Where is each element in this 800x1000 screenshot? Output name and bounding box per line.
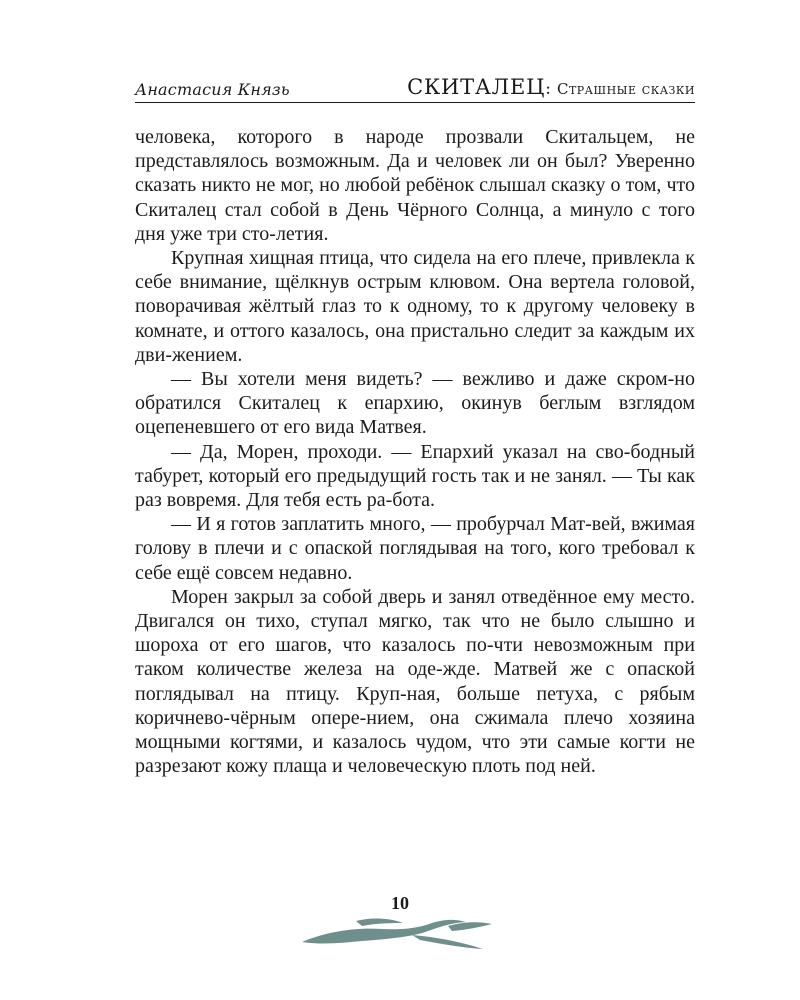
paragraph: Крупная хищная птица, что сидела на его плече, привлекла к себе внимание, щёлкнув острым клювом. Она вертела головой, поворачивая жёлтый глаз то к одному, то к другому человеку в комнате, и оттого казалось, она пристально следит за каждым их дви-жением.	[135, 247, 695, 366]
paragraph: — Да, Морен, проходи. — Епархий указал на сво-бодный табурет, который его предыдущий гость так и не занял. — Ты как раз вовремя. Для тебя есть ра-бота.	[135, 440, 695, 512]
paragraph: — И я готов заплатить много, — пробурчал Мат-вей, вжимая голову в плечи и с опаской поглядывая на того, кого требовал к себе ещё совсем недавно.	[135, 513, 695, 584]
brushstroke-ornament-icon	[300, 908, 500, 953]
header-author: Анастасия Князь	[135, 80, 290, 99]
paragraph: — Вы хотели меня видеть? — вежливо и даже скром-но обратился Скиталец к епархию, окинув беглым взглядом оцепеневшего от его вида Матвея.	[135, 368, 695, 439]
paragraph: человека, которого в народе прозвали Скитальцем, не представлялось возможным. Да и человек ли он был? Уверенно сказать никто не мог, но любой ребёнок слышал сказку о том, что Скиталец стал собой в День Чёрного Солнца, а минуло с того дня уже три сто-летия.	[135, 126, 695, 245]
header-title-main: СКИТАЛЕЦ	[407, 75, 546, 99]
running-header	[135, 76, 695, 103]
header-title-separator: :	[545, 79, 557, 99]
paragraph: Морен закрыл за собой дверь и занял отведённое ему место. Двигался он тихо, ступал мягко, так что не было слышно и шороха от его шагов, что казалось по-чти невозможным при таком количестве железа на оде-жде. Матвей же с опаской поглядывал на птицу. Круп-ная, больше петуха, с рябым коричнево-чёрным опере-нием, она сжимала плечо хозяина мощными когтями, и казалось чудом, что эти самые когти не разрезают кожу плаща и человеческую плоть под ней.	[135, 585, 695, 778]
header-book-title	[407, 75, 695, 99]
page-number: 10	[391, 893, 409, 913]
header-title-sub: Страшные сказки	[556, 80, 695, 98]
body-text	[135, 125, 695, 778]
